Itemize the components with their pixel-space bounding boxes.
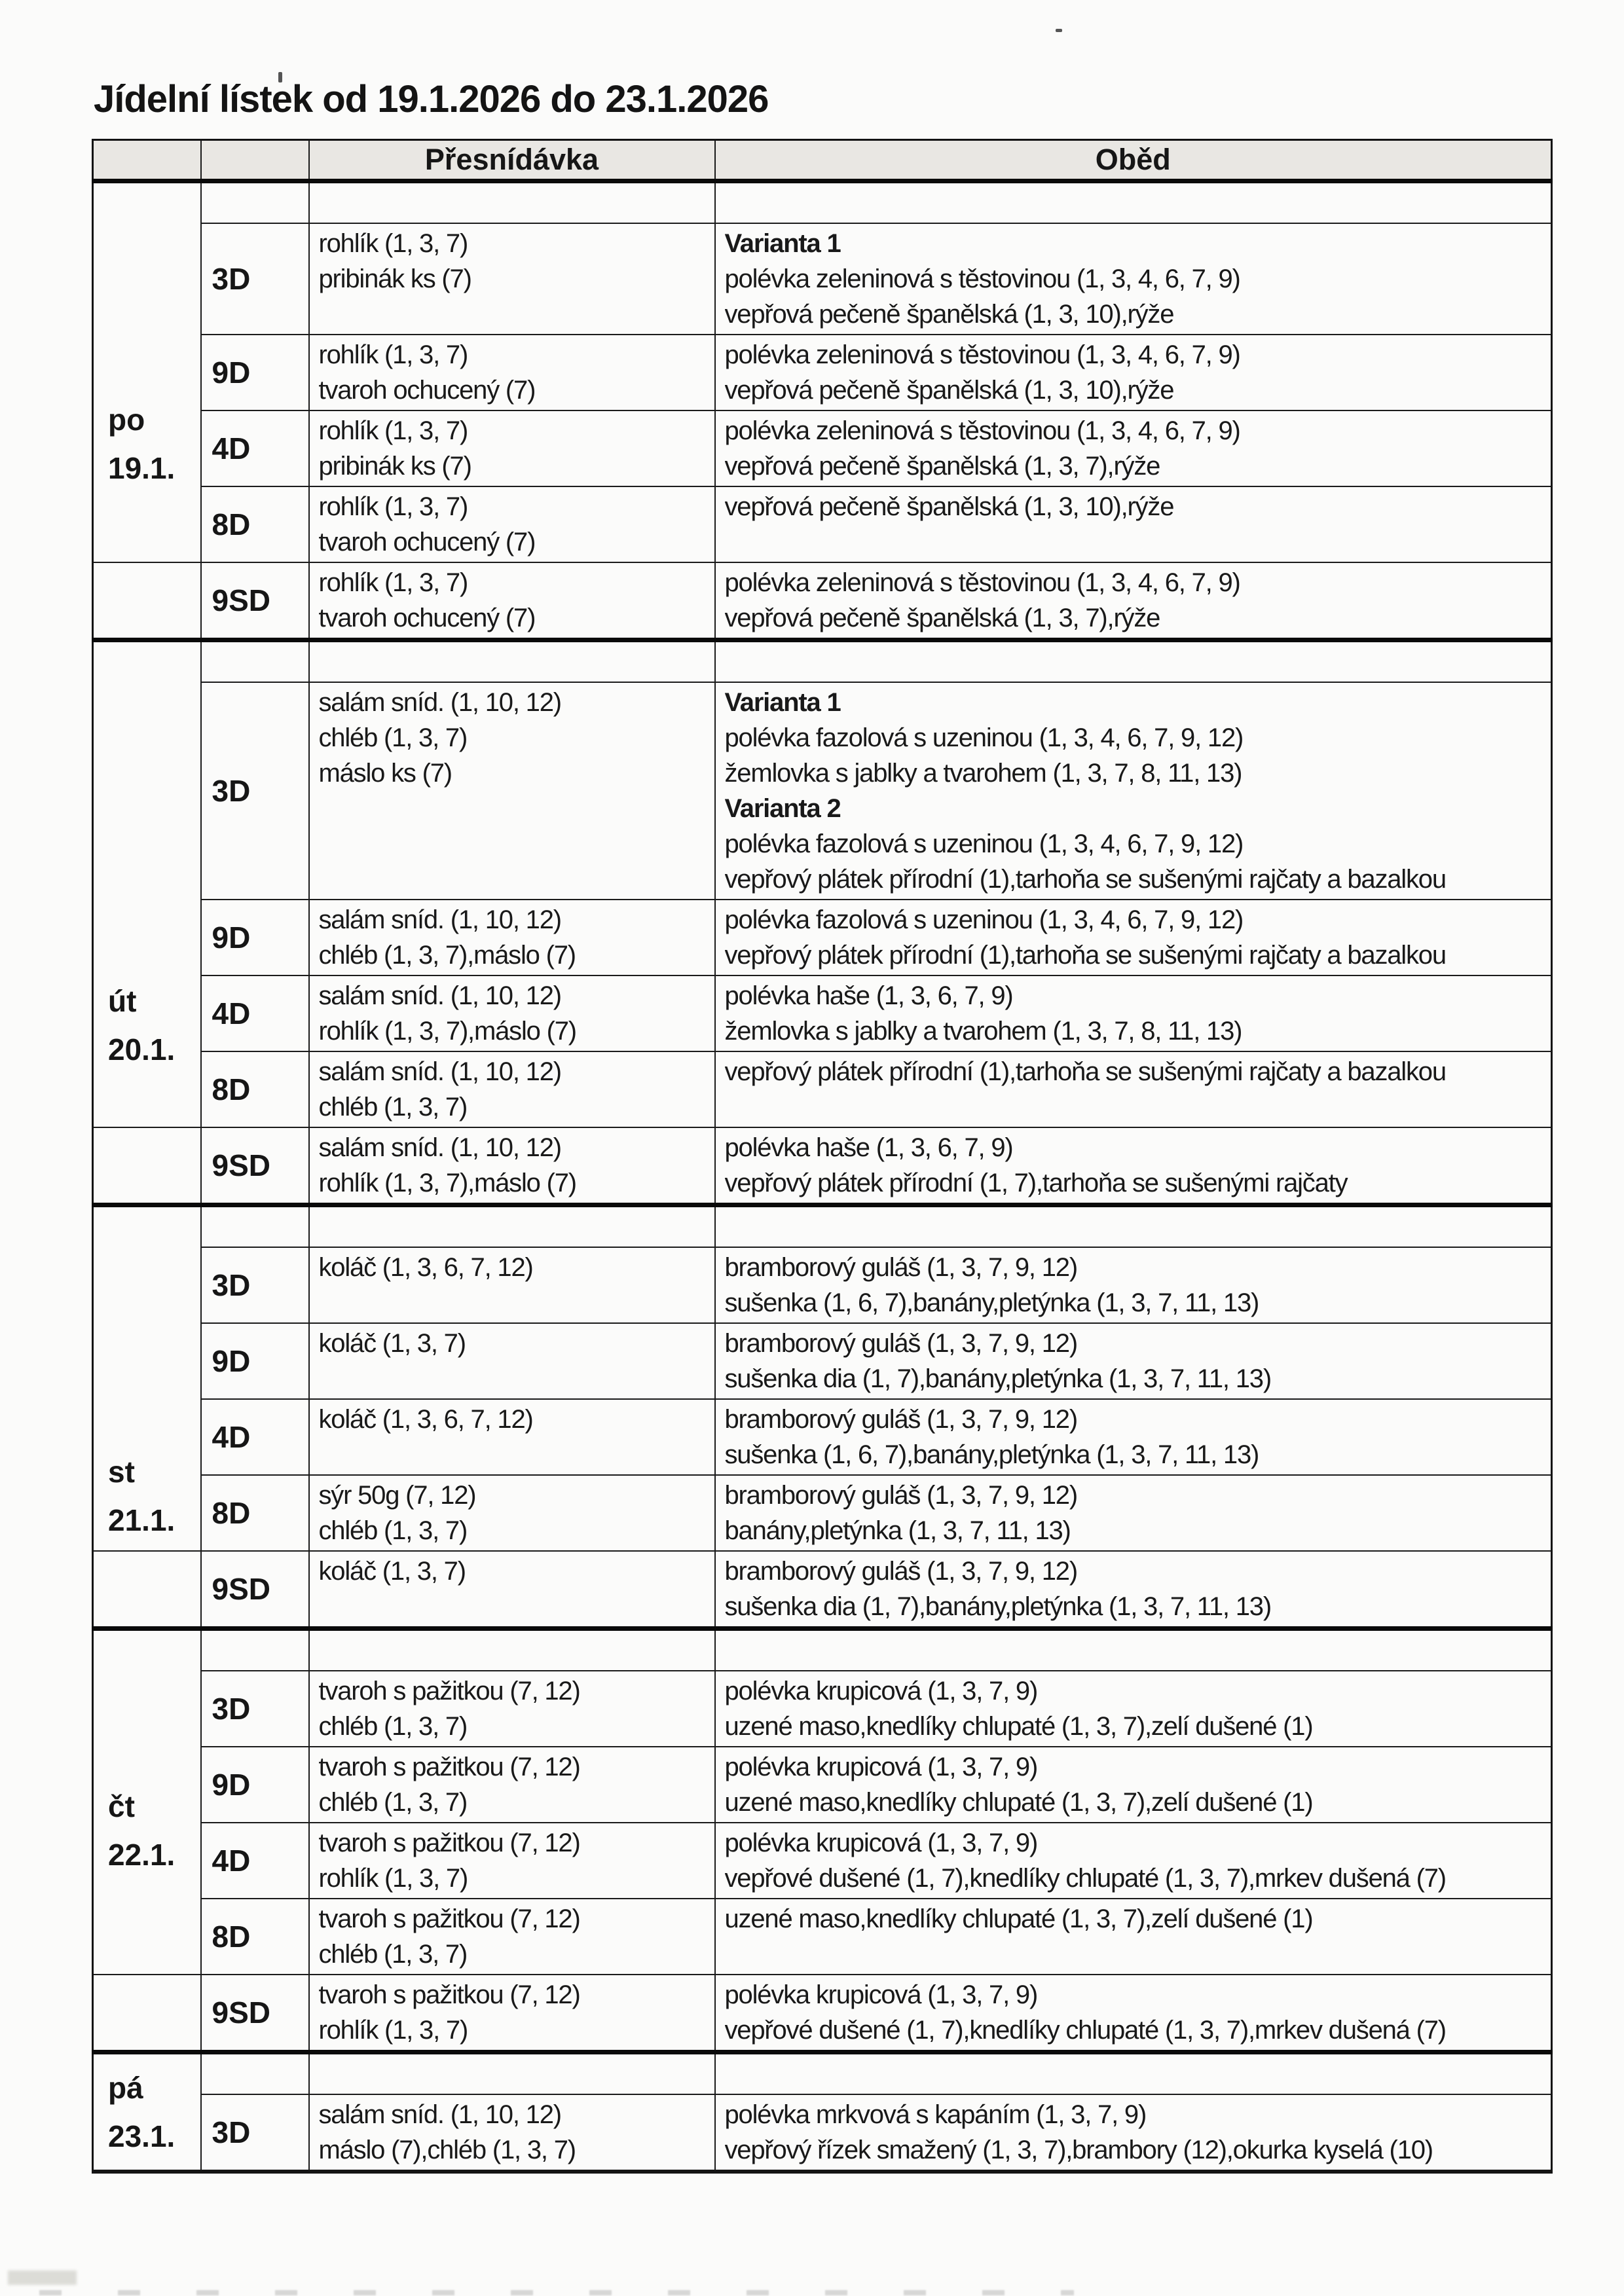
spacer-lunch-cell (715, 181, 1552, 224)
group-label: 8D (201, 486, 309, 562)
spacer-group-cell (201, 181, 309, 224)
group-label: 9SD (201, 562, 309, 640)
menu-row (93, 1051, 1552, 1127)
menu-line: sýr 50g (7, 12) (318, 1481, 476, 1510)
group-label: 9D (201, 335, 309, 410)
lunch-cell (715, 900, 1552, 975)
lunch-cell (715, 1475, 1552, 1551)
menu-line: polévka haše (1, 3, 6, 7, 9) (724, 1133, 1013, 1162)
snack-cell (309, 335, 715, 410)
group-label: 9SD (201, 1975, 309, 2052)
menu-line: sušenka dia (1, 7),banány,pletýnka (1, 3, 7, 11, 13) (724, 1364, 1271, 1393)
menu-line: bramborový guláš (1, 3, 7, 9, 12) (724, 1253, 1077, 1282)
day-date: 19.1. (108, 450, 175, 485)
menu-line: rohlík (1, 3, 7),máslo (7) (318, 1017, 576, 1046)
day-abbreviation: pá (108, 2071, 143, 2105)
menu-line: salám sníd. (1, 10, 12) (318, 2100, 561, 2129)
menu-row (93, 682, 1552, 900)
menu-row (93, 1551, 1552, 1629)
menu-line: vepřová pečeně španělská (1, 3, 7),rýže (724, 452, 1160, 481)
menu-line: bramborový guláš (1, 3, 7, 9, 12) (724, 1557, 1077, 1586)
spacer-snack-cell (309, 1629, 715, 1671)
menu-line: vepřová pečeně španělská (1, 3, 10),rýže (724, 376, 1174, 405)
lunch-cell (715, 975, 1552, 1051)
snack-cell (309, 1127, 715, 1205)
snack-cell (309, 1399, 715, 1475)
menu-line: koláč (1, 3, 6, 7, 12) (318, 1253, 533, 1282)
menu-line: bramborový guláš (1, 3, 7, 9, 12) (724, 1481, 1077, 1510)
menu-line: rohlík (1, 3, 7) (318, 1864, 468, 1893)
snack-cell (309, 900, 715, 975)
lunch-cell (715, 1399, 1552, 1475)
scan-cutoff-text-fragments (39, 2290, 1074, 2295)
menu-row (93, 1975, 1552, 2052)
header-snack-cell: Přesnídávka (309, 140, 715, 181)
lunch-cell (715, 682, 1552, 900)
lunch-cell (715, 1899, 1552, 1975)
spacer-snack-cell (309, 1205, 715, 1248)
menu-line: bramborový guláš (1, 3, 7, 9, 12) (724, 1405, 1077, 1434)
day-cell-empty (93, 1551, 201, 1629)
menu-line: vepřová pečeně španělská (1, 3, 10),rýže (724, 300, 1174, 329)
lunch-cell (715, 1323, 1552, 1399)
menu-line: vepřová pečeně španělská (1, 3, 7),rýže (724, 604, 1160, 632)
group-label: 9D (201, 1323, 309, 1399)
menu-line: rohlík (1, 3, 7) (318, 416, 468, 445)
menu-line: chléb (1, 3, 7),máslo (7) (318, 941, 576, 970)
menu-line: salám sníd. (1, 10, 12) (318, 981, 561, 1010)
spacer-lunch-cell (715, 1205, 1552, 1248)
menu-line: tvaroh ochucený (7) (318, 604, 536, 632)
group-label: 9SD (201, 1551, 309, 1629)
menu-line: polévka mrkvová s kapáním (1, 3, 7, 9) (724, 2100, 1147, 2129)
menu-line: Varianta 2 (724, 794, 841, 823)
day-cell (93, 640, 201, 1128)
day-cell-empty (93, 562, 201, 640)
day-cell-empty (93, 1127, 201, 1205)
page-title: Jídelní lístek od 19.1.2026 do 23.1.2026 (94, 78, 769, 120)
menu-line: rohlík (1, 3, 7) (318, 492, 468, 521)
day-date: 22.1. (108, 1837, 175, 1872)
spacer-group-cell (201, 640, 309, 683)
menu-line: vepřový plátek přírodní (1),tarhoňa se sušenými rajčaty a bazalkou (724, 941, 1446, 970)
menu-line: rohlík (1, 3, 7) (318, 229, 468, 258)
menu-row (93, 1823, 1552, 1899)
menu-row (93, 410, 1552, 486)
group-label: 4D (201, 410, 309, 486)
menu-line: tvaroh s pažitkou (7, 12) (318, 1677, 580, 1705)
menu-line: Varianta 1 (724, 688, 841, 717)
table-header-row (93, 140, 1552, 181)
header-lunch-cell: Oběd (715, 140, 1552, 181)
day-date: 20.1. (108, 1032, 175, 1066)
snack-cell (309, 223, 715, 335)
day-label (108, 1448, 175, 1544)
group-label: 8D (201, 1051, 309, 1127)
menu-row (93, 1399, 1552, 1475)
menu-line: chléb (1, 3, 7) (318, 1093, 468, 1121)
menu-line: uzené maso,knedlíky chlupaté (1, 3, 7),zelí dušené (1) (724, 1904, 1313, 1933)
menu-line: žemlovka s jablky a tvarohem (1, 3, 7, 8, 11, 13) (724, 759, 1242, 788)
spacer-snack-cell (309, 2052, 715, 2095)
day-label (108, 1782, 175, 1879)
lunch-cell (715, 1127, 1552, 1205)
lunch-cell (715, 486, 1552, 562)
menu-line: salám sníd. (1, 10, 12) (318, 1133, 561, 1162)
menu-row (93, 1671, 1552, 1747)
day-label (108, 395, 175, 492)
snack-cell (309, 1551, 715, 1629)
lunch-cell (715, 1823, 1552, 1899)
menu-line: koláč (1, 3, 6, 7, 12) (318, 1405, 533, 1434)
spacer-group-cell (201, 1205, 309, 1248)
group-label: 3D (201, 2094, 309, 2172)
menu-line: uzené maso,knedlíky chlupaté (1, 3, 7),zelí dušené (1) (724, 1788, 1313, 1817)
scan-speck (1056, 29, 1062, 32)
menu-line: polévka zeleninová s těstovinou (1, 3, 4, 6, 7, 9) (724, 264, 1240, 293)
menu-line: vepřový plátek přírodní (1),tarhoňa se sušenými rajčaty a bazalkou (724, 865, 1446, 894)
group-label: 8D (201, 1899, 309, 1975)
snack-cell (309, 2094, 715, 2172)
group-label: 4D (201, 975, 309, 1051)
menu-line: polévka fazolová s uzeninou (1, 3, 4, 6, 7, 9, 12) (724, 723, 1244, 752)
day-cell (93, 2052, 201, 2172)
day-spacer-row (93, 1205, 1552, 1248)
menu-line: sušenka (1, 6, 7),banány,pletýnka (1, 3, 7, 11, 13) (724, 1440, 1259, 1469)
menu-line: polévka krupicová (1, 3, 7, 9) (724, 1980, 1038, 2009)
menu-line: tvaroh ochucený (7) (318, 376, 536, 405)
snack-cell (309, 562, 715, 640)
menu-line: tvaroh s pažitkou (7, 12) (318, 1829, 580, 1857)
menu-line: pribinák ks (7) (318, 452, 471, 481)
header-day-cell (93, 140, 201, 181)
header-group-cell (201, 140, 309, 181)
day-date: 23.1. (108, 2119, 175, 2154)
spacer-lunch-cell (715, 2052, 1552, 2095)
lunch-cell (715, 410, 1552, 486)
menu-line: koláč (1, 3, 7) (318, 1557, 466, 1586)
snack-cell (309, 1823, 715, 1899)
menu-table (92, 139, 1553, 2174)
menu-row (93, 223, 1552, 335)
menu-line: polévka zeleninová s těstovinou (1, 3, 4, 6, 7, 9) (724, 340, 1240, 369)
snack-cell (309, 1323, 715, 1399)
menu-row (93, 2094, 1552, 2172)
day-abbreviation: po (108, 402, 145, 437)
snack-cell (309, 486, 715, 562)
menu-line: polévka krupicová (1, 3, 7, 9) (724, 1753, 1038, 1781)
menu-line: polévka haše (1, 3, 6, 7, 9) (724, 981, 1013, 1010)
day-spacer-row (93, 181, 1552, 224)
menu-line: chléb (1, 3, 7) (318, 723, 468, 752)
menu-line: banány,pletýnka (1, 3, 7, 11, 13) (724, 1516, 1071, 1545)
menu-row (93, 335, 1552, 410)
lunch-cell (715, 1671, 1552, 1747)
menu-line: rohlík (1, 3, 7) (318, 340, 468, 369)
menu-line: sušenka dia (1, 7),banány,pletýnka (1, 3, 7, 11, 13) (724, 1592, 1271, 1621)
menu-row (93, 1127, 1552, 1205)
day-abbreviation: út (108, 983, 137, 1018)
spacer-group-cell (201, 1629, 309, 1671)
menu-line: vepřový řízek smažený (1, 3, 7),brambory (12),okurka kyselá (10) (724, 2136, 1433, 2164)
scan-smudge (8, 2270, 77, 2285)
snack-cell (309, 1247, 715, 1323)
menu-line: máslo ks (7) (318, 759, 452, 788)
menu-line: sušenka (1, 6, 7),banány,pletýnka (1, 3, 7, 11, 13) (724, 1288, 1259, 1317)
menu-line: polévka fazolová s uzeninou (1, 3, 4, 6, 7, 9, 12) (724, 829, 1244, 858)
menu-line: salám sníd. (1, 10, 12) (318, 905, 561, 934)
group-label: 3D (201, 223, 309, 335)
spacer-lunch-cell (715, 1629, 1552, 1671)
day-abbreviation: čt (108, 1789, 135, 1823)
menu-line: chléb (1, 3, 7) (318, 1712, 468, 1741)
group-label: 3D (201, 682, 309, 900)
menu-line: polévka zeleninová s těstovinou (1, 3, 4, 6, 7, 9) (724, 416, 1240, 445)
lunch-cell (715, 1975, 1552, 2052)
menu-line: salám sníd. (1, 10, 12) (318, 688, 561, 717)
day-spacer-row (93, 2052, 1552, 2095)
menu-line: vepřové dušené (1, 7),knedlíky chlupaté (1, 3, 7),mrkev dušená (7) (724, 2016, 1446, 2045)
menu-line: vepřový plátek přírodní (1, 7),tarhoňa se sušenými rajčaty (724, 1169, 1348, 1197)
snack-cell (309, 1747, 715, 1823)
snack-cell (309, 1671, 715, 1747)
menu-row (93, 975, 1552, 1051)
group-label: 3D (201, 1247, 309, 1323)
menu-line: chléb (1, 3, 7) (318, 1788, 468, 1817)
menu-row (93, 1475, 1552, 1551)
spacer-group-cell (201, 2052, 309, 2095)
menu-row (93, 486, 1552, 562)
menu-row (93, 1747, 1552, 1823)
lunch-cell (715, 1551, 1552, 1629)
day-label (108, 977, 175, 1074)
menu-row (93, 1247, 1552, 1323)
menu-line: chléb (1, 3, 7) (318, 1516, 468, 1545)
menu-line: vepřová pečeně španělská (1, 3, 10),rýže (724, 492, 1174, 521)
day-cell (93, 1629, 201, 1975)
day-spacer-row (93, 640, 1552, 683)
menu-line: tvaroh s pažitkou (7, 12) (318, 1904, 580, 1933)
menu-line: žemlovka s jablky a tvarohem (1, 3, 7, 8, 11, 13) (724, 1017, 1242, 1046)
snack-cell (309, 1475, 715, 1551)
snack-cell (309, 1975, 715, 2052)
menu-line: rohlík (1, 3, 7) (318, 2016, 468, 2045)
menu-row (93, 562, 1552, 640)
menu-line: polévka krupicová (1, 3, 7, 9) (724, 1829, 1038, 1857)
spacer-snack-cell (309, 640, 715, 683)
snack-cell (309, 410, 715, 486)
lunch-cell (715, 335, 1552, 410)
group-label: 4D (201, 1399, 309, 1475)
menu-line: vepřové dušené (1, 7),knedlíky chlupaté (1, 3, 7),mrkev dušená (7) (724, 1864, 1446, 1893)
menu-line: polévka zeleninová s těstovinou (1, 3, 4, 6, 7, 9) (724, 568, 1240, 597)
day-label (108, 2064, 175, 2160)
snack-cell (309, 682, 715, 900)
menu-row (93, 1323, 1552, 1399)
day-spacer-row (93, 1629, 1552, 1671)
day-cell (93, 181, 201, 563)
menu-line: bramborový guláš (1, 3, 7, 9, 12) (724, 1329, 1077, 1358)
menu-row (93, 900, 1552, 975)
menu-line: tvaroh s pažitkou (7, 12) (318, 1980, 580, 2009)
menu-line: uzené maso,knedlíky chlupaté (1, 3, 7),zelí dušené (1) (724, 1712, 1313, 1741)
group-label: 4D (201, 1823, 309, 1899)
menu-row (93, 1899, 1552, 1975)
menu-line: pribinák ks (7) (318, 264, 471, 293)
menu-line: polévka krupicová (1, 3, 7, 9) (724, 1677, 1038, 1705)
spacer-lunch-cell (715, 640, 1552, 683)
menu-line: vepřový plátek přírodní (1),tarhoňa se sušenými rajčaty a bazalkou (724, 1057, 1446, 1086)
group-label: 9D (201, 900, 309, 975)
day-cell (93, 1205, 201, 1552)
group-label: 9D (201, 1747, 309, 1823)
lunch-cell (715, 1747, 1552, 1823)
group-label: 3D (201, 1671, 309, 1747)
day-abbreviation: st (108, 1454, 135, 1489)
menu-line: koláč (1, 3, 7) (318, 1329, 466, 1358)
menu-line: Varianta 1 (724, 229, 841, 258)
day-cell-empty (93, 1975, 201, 2052)
menu-line: tvaroh s pažitkou (7, 12) (318, 1753, 580, 1781)
menu-line: tvaroh ochucený (7) (318, 528, 536, 556)
menu-line: rohlík (1, 3, 7),máslo (7) (318, 1169, 576, 1197)
lunch-cell (715, 223, 1552, 335)
lunch-cell (715, 2094, 1552, 2172)
lunch-cell (715, 1247, 1552, 1323)
menu-line: rohlík (1, 3, 7) (318, 568, 468, 597)
lunch-cell (715, 1051, 1552, 1127)
group-label: 8D (201, 1475, 309, 1551)
day-date: 21.1. (108, 1503, 175, 1537)
menu-line: polévka fazolová s uzeninou (1, 3, 4, 6, 7, 9, 12) (724, 905, 1244, 934)
snack-cell (309, 1899, 715, 1975)
menu-line: salám sníd. (1, 10, 12) (318, 1057, 561, 1086)
group-label: 9SD (201, 1127, 309, 1205)
menu-line: chléb (1, 3, 7) (318, 1940, 468, 1969)
lunch-cell (715, 562, 1552, 640)
spacer-snack-cell (309, 181, 715, 224)
menu-line: máslo (7),chléb (1, 3, 7) (318, 2136, 576, 2164)
snack-cell (309, 1051, 715, 1127)
snack-cell (309, 975, 715, 1051)
